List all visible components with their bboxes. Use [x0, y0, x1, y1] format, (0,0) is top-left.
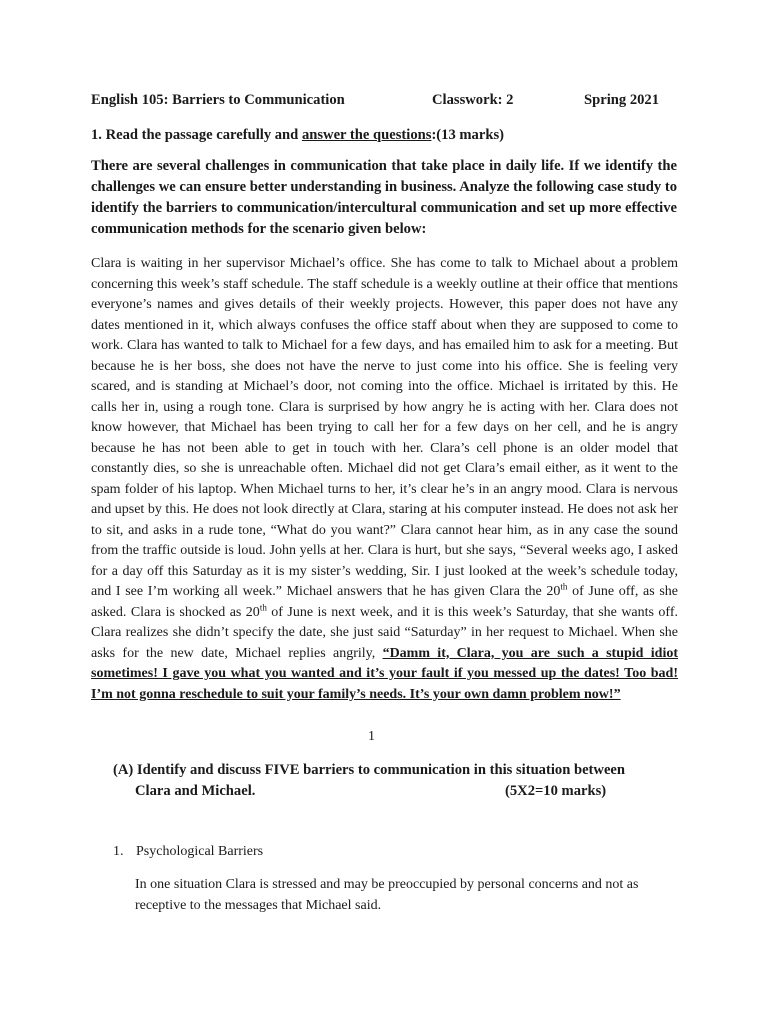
question-a-marks: (5X2=10 marks): [505, 783, 607, 799]
question-a-line-2: [113, 781, 673, 802]
term-label: Spring 2021: [584, 92, 660, 108]
question-a: [113, 760, 673, 802]
superscript-th-1: th: [560, 581, 568, 592]
instructions-paragraph: There are several challenges in communication that take place in daily life. If we identify the challenges we can ensure better understanding in business. Analyze the following case study to identify the barriers to communication/intercultural communication and set up more effective communication methods for the scenario given below:: [91, 158, 677, 237]
question-1-heading: [91, 124, 691, 146]
course-title: English 105: Barriers to Communication: [91, 92, 345, 108]
question-1-underlined: answer the questions: [301, 127, 432, 143]
question-1-marks: :(13 marks): [431, 127, 504, 143]
passage-text-3: of June is next week, and it is this week’s Saturday, that she wants off. Clara realizes she didn’t specify the date, she just said “Saturday” in her request to Michael. When she asks for the new date, Michael replies angrily,: [91, 604, 679, 661]
michael-quote: “Damm it, Clara, you are such a stupid idiot sometimes! I gave you what you wanted and it’s your fault if you messed up the dates! Too bad! I’m not gonna reschedule to suit your family’s needs. It’s your own damn problem now!”: [91, 645, 678, 702]
classwork-label: Classwork: 2: [432, 92, 514, 108]
question-1-prefix: 1. Read the passage carefully and: [91, 127, 302, 143]
case-study-passage: [91, 254, 678, 705]
answer-text: In one situation Clara is stressed and may be preoccupied by personal concerns and not as receptive to the messages that Michael said.: [135, 877, 639, 913]
answer-title: Psychological Barriers: [136, 844, 264, 859]
page-number: 1: [368, 729, 375, 744]
question-a-text-2: Clara and Michael.: [135, 783, 256, 799]
answer-number: 1.: [113, 844, 124, 859]
passage-text-2: of June off, as she asked. Clara is shocked as 20: [91, 584, 678, 620]
question-a-text-1: (A) Identify and discuss FIVE barriers to communication in this situation between: [113, 762, 626, 778]
superscript-th-2: th: [259, 601, 267, 612]
document-header: [91, 92, 681, 114]
question-a-line-1: [113, 760, 673, 781]
passage-text-1: Clara is waiting in her supervisor Michael’s office. She has come to talk to Michael about a problem concerning this week’s staff schedule. The staff schedule is a weekly outline at their office that mentions everyone’s names and gives details of their weekly projects. However, this paper does not have any dates mentioned in it, which always confuses the office staff about when they are supposed to come to work. Clara has wanted to talk to Michael for a few days, and has emailed him to ask for a meeting. But because he is her boss, she does not have the nerve to just come into his office. She is feeling very scared, and is standing at Michael’s door, not coming into the office. Michael is irritated by this. He calls her in, using a rough tone. Clara is surprised by how angry he is acting with her. Clara does not know however, that Michael has been trying to call her for a few days on her cell, and he is angry because he has not been able to get in touch with her. Clara’s cell phone is an older model that constantly dies, so she is unreachable often. Michael did not get Clara’s email either, as it went to the spam folder of his laptop. When Michael turns to her, it’s clear he’s in an angry mood. Clara is nervous and upset by this. He does not look directly at Clara, staring at his computer instead. He does not ask her to sit, and asks in a rude tone, “What do you want?” Clara cannot hear him, as in any case the sound from the traffic outside is loud. John yells at her. Clara is hurt, but she says, “Several weeks ago, I asked for a day off this Saturday as it is my sister’s wedding, Sir. I just looked at the week’s schedule today, and I see I’m working all week.” Michael answers that he has given Clara the 20: [91, 256, 678, 599]
answer-item-1: [113, 842, 263, 862]
